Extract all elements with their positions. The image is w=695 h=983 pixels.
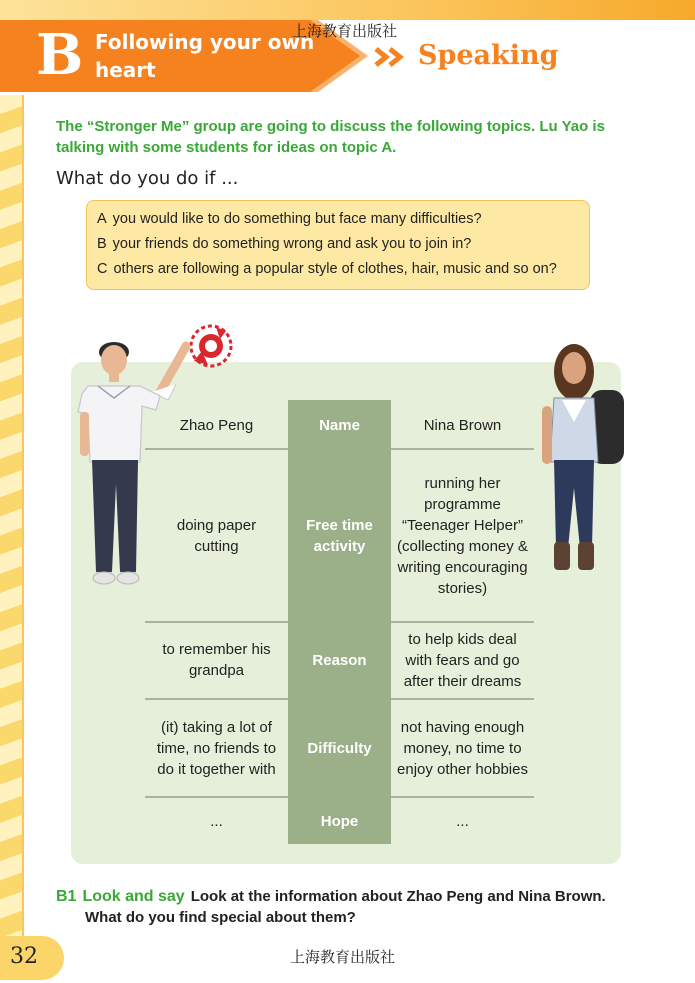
publisher-footer: 上海教育出版社: [290, 948, 396, 966]
topic-letter: C: [97, 261, 108, 277]
zhao-name-cell: Zhao Peng: [179, 416, 254, 434]
row-divider: [391, 621, 534, 623]
page-number: 32: [10, 944, 38, 969]
nina-hope-cell: ...: [456, 812, 469, 830]
nina-difficulty-cell: not having enough money, no time to enjoy other hobbies: [397, 718, 528, 778]
row-divider: [391, 448, 534, 450]
topic-item: [97, 232, 579, 257]
question-text: What do you do if ...: [56, 168, 239, 189]
top-decor-strip: [0, 0, 695, 20]
topic-text: others are following a popular style of clothes, hair, music and so on?: [113, 261, 557, 277]
publisher-header: 上海教育出版社: [292, 22, 398, 40]
topic-letter: A: [97, 211, 107, 227]
nina-reason-cell: to help kids deal with fears and go after their dreams: [403, 630, 522, 690]
nina-activity-cell: running her programme “Teenager Helper” (collecting money & writing encouraging stories): [397, 475, 528, 597]
label-hope: Hope: [320, 812, 359, 830]
row-divider: [145, 698, 288, 700]
left-decor-stripe: [0, 95, 22, 938]
zhao-reason-cell: to remember his grandpa: [162, 641, 271, 679]
section-type: Speaking: [418, 40, 559, 71]
row-divider: [391, 796, 534, 798]
section-letter: B: [36, 22, 84, 88]
label-reason: Reason: [312, 651, 367, 669]
zhao-difficulty-cell: (it) taking a lot of time, no friends to do it together with: [156, 718, 277, 778]
boy-figure: [76, 334, 196, 596]
zhao-activity-cell: doing paper cutting: [176, 517, 257, 555]
row-divider: [145, 621, 288, 623]
nina-name-cell: Nina Brown: [423, 416, 502, 434]
topic-text: you would like to do something but face many difficulties?: [112, 211, 482, 227]
zhao-hope-cell: ...: [210, 812, 223, 830]
topic-item: [97, 207, 579, 232]
topic-letter: B: [97, 236, 107, 252]
row-divider: [391, 698, 534, 700]
task-code: B1: [56, 888, 77, 905]
girl-figure: [536, 342, 628, 586]
label-activity: Free time activity: [306, 517, 373, 555]
double-arrow-icon: [374, 46, 410, 74]
label-name: Name: [319, 416, 360, 434]
task-instruction-1: Look at the information about Zhao Peng and Nina Brown.: [190, 888, 606, 905]
task-heading: Look and say: [82, 888, 185, 905]
topics-box: [86, 200, 590, 290]
topic-text: your friends do something wrong and ask you to join in?: [112, 236, 472, 252]
section-title: Following your own heart: [95, 30, 315, 82]
intro-text: The “Stronger Me” group are going to discuss the following topics. Lu Yao is talking with some students for ideas on topic A.: [56, 118, 605, 156]
task-instruction-2: What do you find special about them?: [85, 909, 356, 926]
label-difficulty: Difficulty: [307, 739, 372, 757]
row-divider: [145, 796, 288, 798]
task-b1: [56, 886, 656, 928]
topic-item: [97, 257, 579, 282]
